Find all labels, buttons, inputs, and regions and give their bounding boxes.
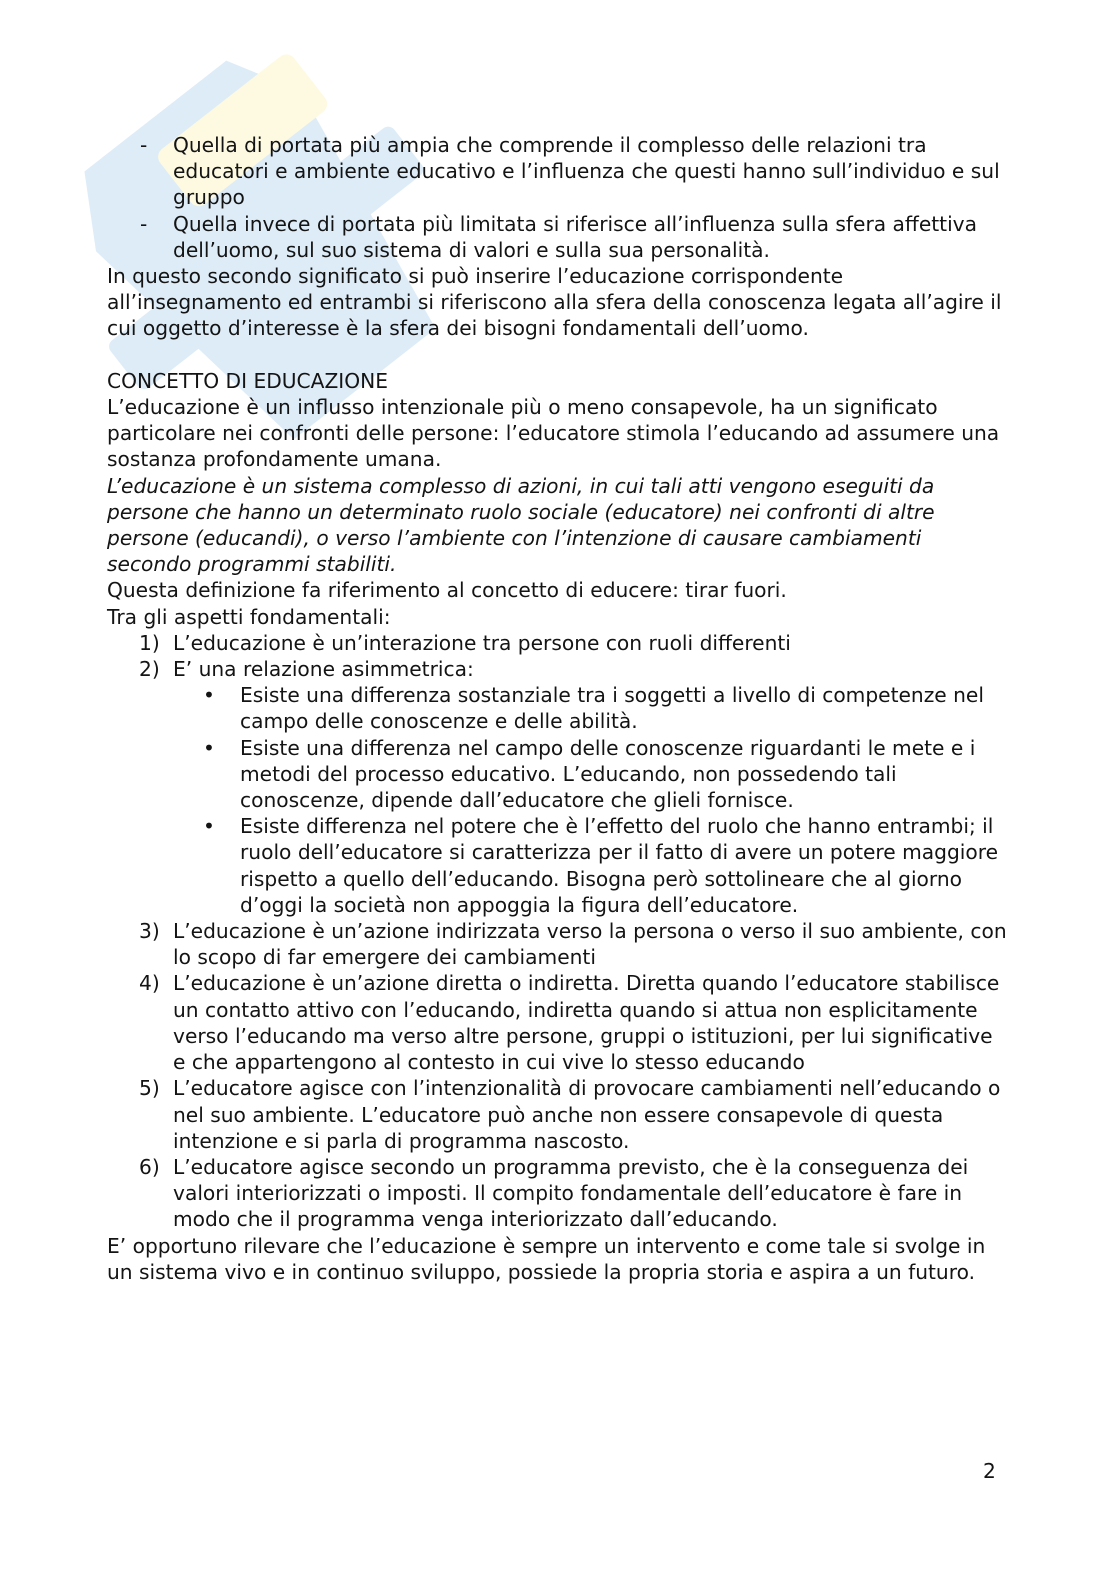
aspect-item-2 [107,656,1007,918]
section-heading: CONCETTO DI EDUCAZIONE [107,368,388,393]
asymmetry-text: Esiste differenza nel potere che è l’effetto del ruolo che hanno entrambi; il ruolo dell’educatore si caratterizza per il fatto di avere un potere maggiore rispetto a quello dell’educando. Bisogna però sottolineare che al giorno d’oggi la società non appoggia la figura dell’educatore. [240,814,999,917]
definition-italic: L’educazione è un sistema complesso di azioni, in cui tali atti vengono eseguiti da persone che hanno un determinato ruolo sociale (educatore) nei confronti di altre persone (educandi), o verso l’ambiente con l’intenzione di causare cambiamenti secondo programmi stabiliti. [107,473,935,577]
aspect-number: 6) [139,1154,160,1179]
aspect-text: L’educazione è un’azione diretta o indiretta. Diretta quando l’educatore stabilisce un contatto attivo con l’educando, indiretta quando si attua non esplicitamente verso l’educando ma verso altre persone, gruppi o istituzioni, per lui significative e che appartengono al contesto in cui vive lo stesso educando [173,971,1000,1075]
aspects-list [107,630,1007,1233]
paragraph-educere: Questa definizione fa riferimento al concetto di educere: tirar fuori. [107,578,787,603]
asymmetry-item-2 [173,735,1007,814]
aspect-text: L’educazione è un’azione indirizzata verso la persona o verso il suo ambiente, con lo scopo di far emergere dei cambiamenti [173,919,1007,970]
asymmetry-item-1 [173,682,1007,734]
intro-dash-list [107,132,1007,263]
asymmetry-bullet-list [173,682,1007,918]
bullet-marker: • [203,814,215,839]
intro-item-1 [107,132,1007,211]
aspect-item-4 [107,970,1007,1075]
paragraph-influence: L’educazione è un influsso intenzionale più o meno consapevole, ha un significato particolare nei confronti delle persone: l’educatore stimola l’educando ad assumere una sostanza profondamente umana. [107,395,1000,472]
aspect-item-1 [107,630,1007,656]
dash-marker: - [140,133,148,157]
aspect-number: 1) [139,630,160,655]
aspect-item-5 [107,1075,1007,1154]
blank-line [107,342,1007,368]
aspect-text: L’educatore agisce con l’intenzionalità di provocare cambiamenti nell’educando o nel suo ambiente. L’educatore può anche non essere consapevole di questa intenzione e si parla di programma nascosto. [173,1076,1001,1153]
bullet-marker: • [203,735,215,760]
intro-item-text: Quella invece di portata più limitata si riferisce all’influenza sulla sfera affettiva dell’uomo, sul suo sistema di valori e sulla sua personalità. [173,211,977,262]
aspect-item-3 [107,918,1007,970]
document-body [107,132,1007,1285]
asymmetry-item-3 [173,813,1007,918]
bullet-marker: • [203,683,215,708]
aspect-number: 3) [139,919,160,944]
asymmetry-text: Esiste una differenza nel campo delle conoscenze riguardanti le mete e i metodi del processo educativo. L’educando, non possedendo tali conoscenze, dipende dall’educatore che glieli fornisce. [240,735,976,813]
intro-item-2 [107,211,1007,263]
aspect-number: 2) [139,657,160,682]
page-number: 2 [983,1459,996,1483]
paragraph-aspects-intro: Tra gli aspetti fondamentali: [107,604,391,629]
asymmetry-text: Esiste una differenza sostanziale tra i soggetti a livello di competenze nel campo delle conoscenze e delle abilità. [240,683,984,734]
aspect-text: E’ una relazione asimmetrica: [173,657,474,682]
aspect-number: 4) [139,971,160,996]
dash-marker: - [140,211,148,236]
aspect-text: L’educatore agisce secondo un programma previsto, che è la conseguenza dei valori interiorizzati o imposti. Il compito fondamentale dell’educatore è fare in modo che il programma venga interiorizzato dall’educando. [173,1154,969,1232]
aspect-number: 5) [139,1076,160,1101]
aspect-text: L’educazione è un’interazione tra persone con ruoli differenti [173,630,791,655]
paragraph-second-meaning: In questo secondo significato si può inserire l’educazione corrispondente all’insegnamento ed entrambi si riferiscono alla sfera della conoscenza legata all’agire il cui oggetto d’interesse è la sfera dei bisogni fondamentali dell’uomo. [107,264,1002,341]
paragraph-conclusion: E’ opportuno rilevare che l’educazione è sempre un intervento e come tale si svolge in un sistema vivo e in continuo sviluppo, possiede la propria storia e aspira a un futuro. [107,1233,986,1284]
intro-item-text: Quella di portata più ampia che comprende il complesso delle relazioni tra educatori e ambiente educativo e l’influenza che questi hanno sull’individuo e sul gruppo [173,133,1000,210]
aspect-item-6 [107,1154,1007,1233]
